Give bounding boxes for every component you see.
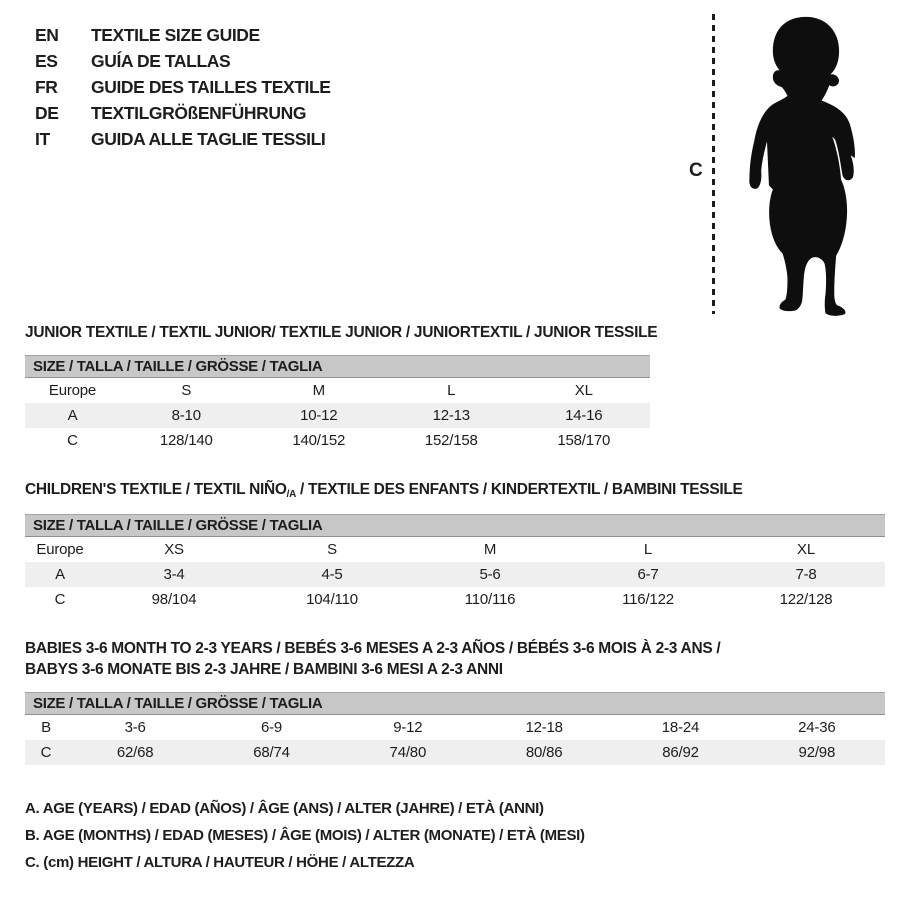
- header-cell: S: [327, 541, 337, 558]
- language-title: GUIDA ALLE TAGLIE TESSILI: [91, 129, 326, 149]
- value-cell: 6-7: [637, 566, 659, 583]
- section-title: [25, 638, 885, 680]
- value-cell: 152/158: [424, 432, 478, 449]
- size-header-bar: SIZE / TALLA / TAILLE / GRÖSSE / TAGLIA: [25, 692, 885, 715]
- value-cell: 98/104: [151, 591, 197, 608]
- value-cell: 3-4: [163, 566, 185, 583]
- size-table-wrap: [25, 514, 885, 612]
- size-tables: [25, 322, 885, 876]
- size-section: [25, 479, 885, 612]
- size-header-bar: SIZE / TALLA / TAILLE / GRÖSSE / TAGLIA: [25, 514, 885, 537]
- value-cell: 6-9: [260, 719, 283, 736]
- language-title: TEXTILGRÖßENFÜHRUNG: [91, 103, 307, 123]
- size-table-wrap: [25, 692, 885, 765]
- row-label-cell: B: [41, 719, 51, 736]
- row-label-cell: C: [40, 744, 52, 761]
- language-code: DE: [35, 103, 59, 123]
- value-cell: 12-18: [525, 719, 563, 736]
- title-text: JUNIOR TEXTILE / TEXTIL JUNIOR/ TEXTILE JUNIOR / JUNIORTEXTIL / JUNIOR TESSILE: [25, 324, 658, 341]
- row-label-cell: A: [67, 407, 78, 424]
- header-cell: L: [643, 541, 653, 558]
- header-cell: XL: [574, 382, 593, 399]
- value-cell: 74/80: [389, 744, 427, 761]
- value-cell: 8-10: [171, 407, 201, 424]
- value-cell: 140/152: [292, 432, 346, 449]
- value-cell: 68/74: [253, 744, 290, 761]
- header-cell: Europe: [36, 541, 84, 558]
- language-row: [35, 74, 331, 100]
- language-row: [35, 22, 331, 48]
- height-measure-label: C: [689, 160, 703, 181]
- section-title: [25, 479, 885, 502]
- value-cell: 128/140: [159, 432, 213, 449]
- value-cell: 24-36: [798, 719, 836, 736]
- height-figure: [685, 10, 875, 318]
- value-cell: 116/122: [622, 591, 674, 608]
- table-header-row: [25, 537, 885, 562]
- header-cell: M: [312, 382, 325, 399]
- toddler-silhouette-icon: [735, 12, 875, 316]
- header-cell: Europe: [48, 382, 97, 399]
- value-cell: 104/110: [306, 591, 358, 608]
- title-text: BABIES 3-6 MONTH TO 2-3 YEARS / BEBÉS 3-6 MESES A 2-3 AÑOS / BÉBÉS 3-6 MOIS À 2-3 ANS /: [25, 640, 721, 657]
- section-title-line: [25, 638, 885, 659]
- table-row: [25, 587, 885, 612]
- table-row: [25, 715, 885, 740]
- value-cell: 62/68: [116, 744, 154, 761]
- size-header-bar: SIZE / TALLA / TAILLE / GRÖSSE / TAGLIA: [25, 355, 650, 378]
- value-cell: 3-6: [124, 719, 146, 736]
- language-row: [35, 100, 331, 126]
- header-cell: S: [181, 382, 192, 399]
- section-title-line: [25, 659, 885, 680]
- value-cell: 12-13: [432, 407, 470, 424]
- table-row: [25, 428, 650, 453]
- language-row: [35, 48, 331, 74]
- header-cell: XS: [164, 541, 184, 558]
- value-cell: 18-24: [661, 719, 700, 736]
- value-cell: 4-5: [321, 566, 343, 583]
- language-title: GUIDE DES TAILLES TEXTILE: [91, 77, 331, 97]
- title-text: / TEXTILE DES ENFANTS / KINDERTEXTIL / BAMBINI TESSILE: [296, 481, 743, 498]
- header-cell: M: [483, 541, 497, 558]
- legend-line: C. (cm) HEIGHT / ALTURA / HAUTEUR / HÖHE / ALTEZZA: [25, 854, 415, 871]
- size-section: [25, 322, 885, 453]
- section-title-line: [25, 479, 885, 502]
- table-row: [25, 403, 650, 428]
- size-table-wrap: [25, 355, 650, 453]
- value-cell: 14-16: [565, 407, 603, 424]
- table-row: [25, 562, 885, 587]
- size-section: [25, 638, 885, 765]
- row-label-cell: A: [55, 566, 65, 583]
- title-text: CHILDREN'S TEXTILE / TEXTIL NIÑO: [25, 481, 287, 498]
- table-header-row: [25, 378, 650, 403]
- legend-line: B. AGE (MONTHS) / EDAD (MESES) / ÂGE (MOIS) / ALTER (MONATE) / ETÀ (MESI): [25, 827, 585, 844]
- value-cell: 10-12: [300, 407, 338, 424]
- language-row: [35, 126, 331, 152]
- table-row: [25, 740, 885, 765]
- row-label-cell: C: [54, 591, 66, 608]
- language-code: FR: [35, 77, 58, 97]
- header-cell: L: [447, 382, 456, 399]
- size-table: [25, 715, 885, 765]
- measure-legend: [25, 795, 885, 876]
- value-cell: 9-12: [393, 719, 423, 736]
- value-cell: 110/116: [464, 591, 516, 608]
- title-text: BABYS 3-6 MONATE BIS 2-3 JAHRE / BAMBINI 3-6 MESI A 2-3 ANNI: [25, 661, 503, 678]
- language-title: TEXTILE SIZE GUIDE: [91, 25, 260, 45]
- toddler-silhouette-path: [749, 17, 855, 316]
- size-table: [25, 378, 650, 453]
- language-title: GUÍA DE TALLAS: [91, 51, 231, 71]
- size-table: [25, 537, 885, 612]
- header-cell: XL: [797, 541, 815, 558]
- language-list: [35, 22, 331, 152]
- value-cell: 92/98: [798, 744, 836, 761]
- value-cell: 7-8: [795, 566, 817, 583]
- value-cell: 5-6: [479, 566, 501, 583]
- title-subscript: /A: [286, 489, 297, 500]
- language-code: ES: [35, 51, 58, 71]
- value-cell: 158/170: [557, 432, 611, 449]
- value-cell: 122/128: [779, 591, 833, 608]
- section-title-line: [25, 322, 885, 343]
- language-code: EN: [35, 25, 59, 45]
- value-cell: 86/92: [662, 744, 699, 761]
- section-title: [25, 322, 885, 343]
- legend-line: A. AGE (YEARS) / EDAD (AÑOS) / ÂGE (ANS) / ALTER (JAHRE) / ETÀ (ANNI): [25, 800, 544, 817]
- row-label-cell: C: [67, 432, 78, 449]
- value-cell: 80/86: [525, 744, 563, 761]
- language-code: IT: [35, 129, 50, 149]
- height-dotted-line: [712, 14, 715, 314]
